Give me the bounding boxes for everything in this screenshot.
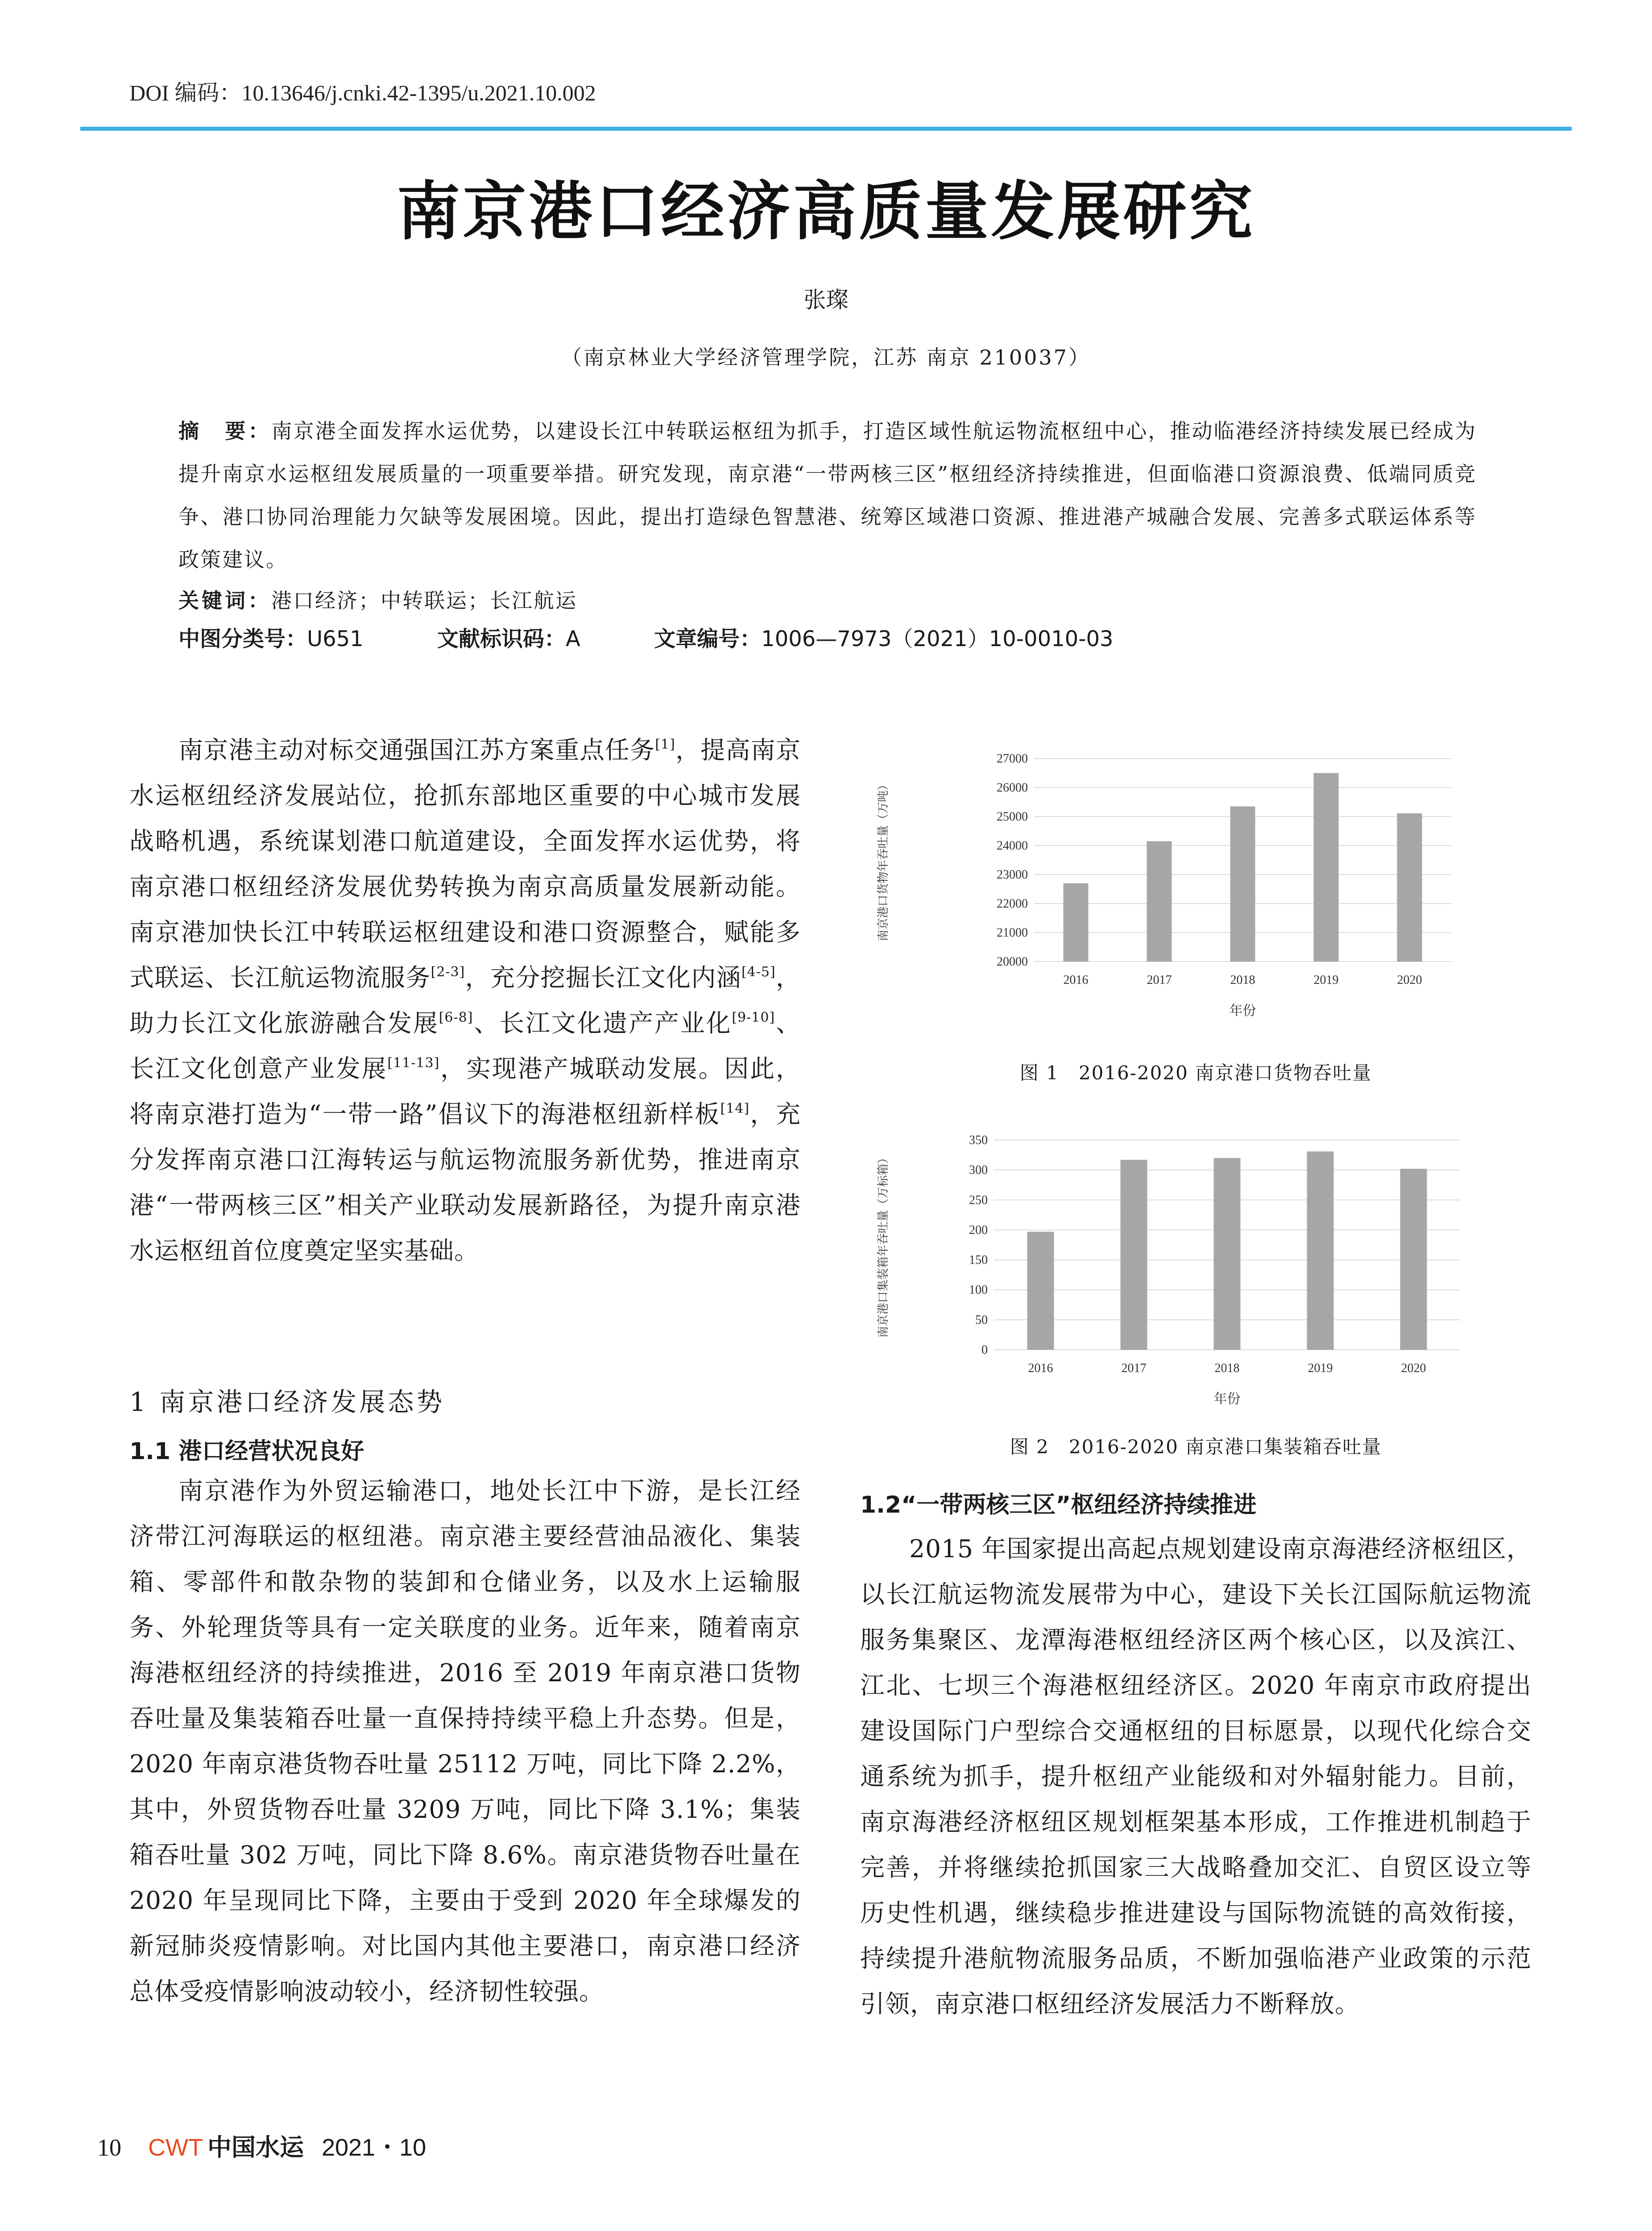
y-tick-label: 100 xyxy=(969,1283,988,1297)
body-paragraph: 南京港作为外贸运输港口，地处长江中下游，是长江经济带江河海联运的枢纽港。南京港主要经营油品液化、集装箱、零部件和散杂物的装卸和仓储业务，以及水上运输服务、外轮理货等具有一定关联度的业务。近年来，随着南京海港枢纽经济的持续推进，2016 至 2019 年南京港口货物吞吐量及集装箱吞吐量一直保持持续平稳上升态势。但是，2020 年南京港货物吞吐量 25112 万吨，同比下降 2.2%，其中，外贸货物吞吐量 3209 万吨，同比下降 3.1%；集装箱吞吐量 302 万吨，同比下降 8.6%。南京港货物吞吐量在 2020 年呈现同比下降，主要由于受到 2020 年全球爆发的新冠肺炎疫情影响。对比国内其他主要港口，南京港口经济总体受疫情影响波动较小，经济韧性较强。 xyxy=(129,1476,801,2006)
abstract-text: 南京港全面发挥水运优势，以建设长江中转联运枢纽为抓手，打造区域性航运物流枢纽中心，推动临港经济持续发展已经成为提升南京水运枢纽发展质量的一项重要举措。研究发现，南京港“一带两核三区”枢纽经济持续推进，但面临港口资源浪费、低端同质竞争、港口协同治理能力欠缺等发展困境。因此，提出打造绿色智慧港、统筹区域港口资源、推进港产城融合发展、完善多式联运体系等政策建议。 xyxy=(178,419,1477,572)
x-tick-label: 2018 xyxy=(1230,973,1255,987)
x-tick-label: 2020 xyxy=(1397,973,1422,987)
bar xyxy=(1214,1158,1241,1350)
page-number: 10 xyxy=(97,2134,121,2161)
affiliation: （南京林业大学经济管理学院，江苏 南京 210037） xyxy=(561,345,1091,369)
y-tick-label: 200 xyxy=(969,1223,988,1237)
section-1-1-body xyxy=(129,1468,801,2014)
y-axis-title: 南京港口集装箱年吞吐量（万标箱） xyxy=(877,1152,890,1338)
y-tick-label: 20000 xyxy=(997,955,1028,969)
x-tick-label: 2018 xyxy=(1214,1361,1240,1375)
x-tick-label: 2016 xyxy=(1063,973,1089,987)
citation: [1] xyxy=(655,737,675,752)
y-tick-label: 250 xyxy=(969,1193,988,1207)
article-no-label: 文章编号： xyxy=(654,626,762,651)
bar xyxy=(1397,813,1422,962)
subsection-heading-1-1: 1.1 港口经营状况良好 xyxy=(129,1438,364,1465)
bar xyxy=(1400,1169,1427,1350)
bar xyxy=(1027,1232,1054,1350)
y-axis-title: 南京港口货物年吞吐量（万吨） xyxy=(877,779,890,941)
x-tick-label: 2019 xyxy=(1308,1361,1333,1375)
x-tick-label: 2017 xyxy=(1121,1361,1147,1375)
doi-line: DOI 编码：10.13646/j.cnki.42-1395/u.2021.10.002 xyxy=(129,80,596,105)
subsection-heading-1-2: 1.2“一带两核三区”枢纽经济持续推进 xyxy=(860,1492,1257,1518)
y-tick-label: 26000 xyxy=(997,781,1028,795)
section-heading-1: 1 南京港口经济发展态势 xyxy=(129,1387,445,1417)
section-1-2-body xyxy=(860,1526,1532,2027)
y-tick-label: 25000 xyxy=(997,810,1028,824)
bar xyxy=(1314,773,1339,962)
y-tick-label: 50 xyxy=(975,1313,988,1327)
y-tick-label: 150 xyxy=(969,1253,988,1267)
citation: [4-5] xyxy=(741,964,776,980)
x-tick-label: 2017 xyxy=(1147,973,1172,987)
y-tick-label: 24000 xyxy=(997,839,1028,853)
journal-name: 中国水运 xyxy=(207,2133,304,2161)
keywords-label: 关键词： xyxy=(178,589,271,613)
journal-logo: CWT xyxy=(148,2134,203,2161)
figure-1-chart xyxy=(860,732,1532,1035)
citation: [14] xyxy=(720,1101,750,1116)
intro-paragraph: 南京港主动对标交通强国江苏方案重点任务[1]，提高南京水运枢纽经济发展站位，抢抓东部地区重要的中心城市发展战略机遇，系统谋划港口航道建设，全面发挥水运优势，将南京港口枢纽经济发展优势转换为南京高质量发展新动能。南京港加快长江中转联运枢纽建设和港口资源整合，赋能多式联运、长江航运物流服务[2-3]，充分挖掘长江文化内涵[4-5]，助力长江文化旅游融合发展[6-8]、长江文化遗产产业化[9-10]、长江文化创意产业发展[11-13]，实现港产城联动发展。因此，将南京港打造为“一带一路”倡议下的海港枢纽新样板[14]，充分发挥南京港口江海转运与航运物流服务新优势，推进南京港“一带两核三区”相关产业联动发展新路径，为提升南京港水运枢纽首位度奠定坚实基础。 xyxy=(129,736,801,1265)
citation: [9-10] xyxy=(732,1010,775,1025)
y-tick-label: 0 xyxy=(981,1343,988,1357)
bar xyxy=(1230,806,1255,962)
bar xyxy=(1121,1160,1147,1350)
doc-code-value: A xyxy=(566,626,580,651)
y-tick-label: 23000 xyxy=(997,868,1028,882)
author: 张璨 xyxy=(803,287,849,313)
y-tick-label: 300 xyxy=(969,1163,988,1178)
bar xyxy=(1147,841,1172,962)
y-tick-label: 22000 xyxy=(997,897,1028,911)
keywords xyxy=(178,579,1477,622)
y-tick-label: 350 xyxy=(969,1133,988,1147)
article-no-value: 1006—7973（2021）10-0010-03 xyxy=(761,626,1114,651)
page-footer xyxy=(97,2128,426,2163)
citation: [11-13] xyxy=(387,1055,440,1071)
abstract-label: 摘 要： xyxy=(178,419,272,443)
x-axis-title: 年份 xyxy=(1229,1004,1256,1018)
x-tick-label: 2016 xyxy=(1028,1361,1053,1375)
figure-2-chart xyxy=(860,1120,1532,1414)
header-rule xyxy=(80,127,1572,131)
x-axis-title: 年份 xyxy=(1213,1392,1241,1406)
figure-1-caption: 图 1 2016-2020 南京港口货物吞吐量 xyxy=(1019,1062,1372,1084)
clc-label: 中图分类号： xyxy=(178,626,307,651)
clc-value: U651 xyxy=(307,626,364,651)
doc-code-label: 文献标识码： xyxy=(437,626,566,651)
issue: 2021・10 xyxy=(321,2134,426,2161)
bar xyxy=(1064,883,1089,962)
y-tick-label: 27000 xyxy=(997,752,1028,766)
x-tick-label: 2019 xyxy=(1313,973,1339,987)
keywords-text: 港口经济；中转联运；长江航运 xyxy=(271,589,577,613)
y-tick-label: 21000 xyxy=(997,926,1028,940)
x-tick-label: 2020 xyxy=(1401,1361,1426,1375)
abstract xyxy=(178,410,1477,581)
figure-2-caption: 图 2 2016-2020 南京港口集装箱吞吐量 xyxy=(1010,1436,1382,1458)
body-paragraph: 2015 年国家提出高起点规划建设南京海港经济枢纽区，以长江航运物流发展带为中心，建设下关长江国际航运物流服务集聚区、龙潭海港枢纽经济区两个核心区，以及滨江、江北、七坝三个海港枢纽经济区。2020 年南京市政府提出建设国际门户型综合交通枢纽的目标愿景，以现代化综合交通系统为抓手，提升枢纽产业能级和对外辐射能力。目前，南京海港经济枢纽区规划框架基本形成，工作推进机制趋于完善，并将继续抢抓国家三大战略叠加交汇、自贸区设立等历史性机遇，继续稳步推进建设与国际物流链的高效衔接，持续提升港航物流服务品质，不断加强临港产业政策的示范引领，南京港口枢纽经济发展活力不断释放。 xyxy=(860,1534,1532,2018)
classification-line xyxy=(178,622,1180,652)
paper-title: 南京港口经济高质量发展研究 xyxy=(397,174,1255,249)
citation: [2-3] xyxy=(431,964,465,980)
bar xyxy=(1307,1152,1334,1350)
citation: [6-8] xyxy=(439,1010,473,1025)
